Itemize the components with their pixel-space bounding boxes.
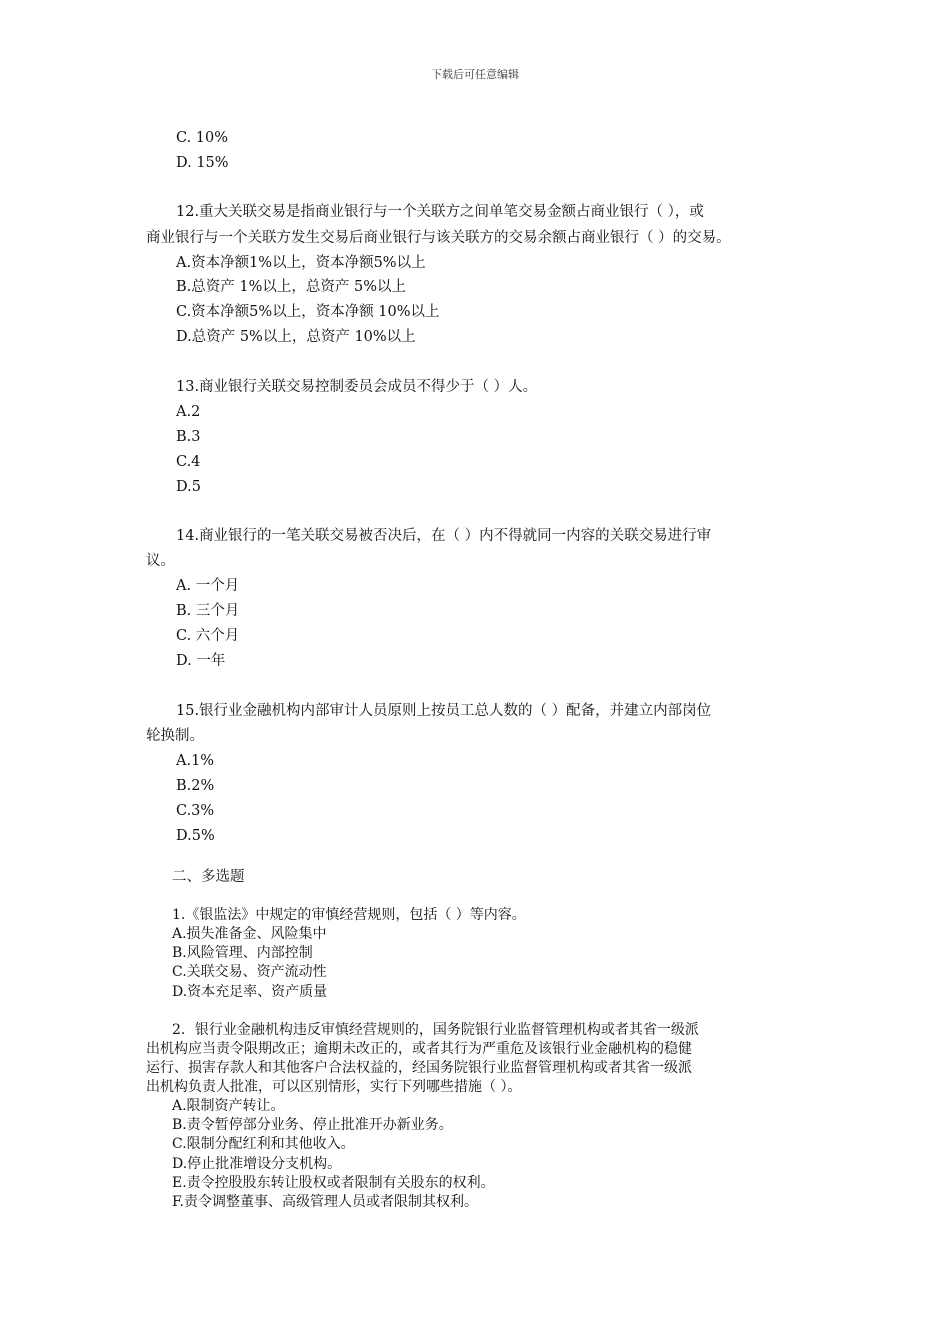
multi-question-2-line-3: 运行、损害存款人和其他客户合法权益的，经国务院银行业监督管理机构或者其省一级派 (146, 1060, 692, 1076)
question-15-option-b: B.2% (176, 778, 215, 794)
question-15-line-1: 15.银行业金融机构内部审计人员原则上按员工总人数的（ ）配备，并建立内部岗位 (176, 703, 712, 719)
option-d: D. 15% (176, 155, 229, 171)
option-c: C. 10% (176, 130, 229, 146)
question-12-line-2: 商业银行与一个关联方发生交易后商业银行与该关联方的交易余额占商业银行（ ）的交易。 (146, 230, 731, 246)
question-14-option-d: D. 一年 (176, 653, 226, 669)
question-13-line-1: 13.商业银行关联交易控制委员会成员不得少于（ ）人。 (176, 379, 538, 395)
question-15-line-2: 轮换制。 (146, 728, 204, 744)
question-13-option-a: A.2 (176, 404, 201, 420)
question-15-option-a: A.1% (176, 753, 215, 769)
question-12-option-d: D.总资产 5%以上，总资产 10%以上 (176, 329, 416, 345)
question-14-option-c: C. 六个月 (176, 628, 240, 644)
multi-question-2-line-2: 出机构应当责令限期改正；逾期未改正的，或者其行为严重危及该银行业金融机构的稳健 (146, 1041, 692, 1057)
multi-question-1-option-a: A.损失准备金、风险集中 (172, 926, 327, 942)
multi-question-1-option-d: D.资本充足率、资产质量 (172, 984, 328, 1000)
question-15-option-d: D.5% (176, 828, 215, 844)
question-12-option-b: B.总资产 1%以上，总资产 5%以上 (176, 279, 406, 295)
question-12-option-c: C.资本净额5%以上，资本净额 10%以上 (176, 304, 440, 320)
question-15-option-c: C.3% (176, 803, 215, 819)
section-heading-multiple-choice: 二、多选题 (172, 869, 245, 885)
question-13-option-d: D.5 (176, 479, 201, 495)
multi-question-2-line-1: 2．银行业金融机构违反审慎经营规则的，国务院银行业监督管理机构或者其省一级派 (172, 1022, 699, 1038)
multi-question-2-option-f: F.责令调整董事、高级管理人员或者限制其权利。 (172, 1194, 478, 1210)
question-14-option-a: A. 一个月 (176, 578, 240, 594)
question-14-option-b: B. 三个月 (176, 603, 240, 619)
multi-question-2-option-a: A.限制资产转让。 (172, 1098, 285, 1114)
question-12-option-a: A.资本净额1%以上，资本净额5%以上 (176, 255, 426, 271)
multi-question-2-option-e: E.责令控股股东转让股权或者限制有关股东的权利。 (172, 1175, 495, 1191)
multi-question-1-line-1: 1.《银监法》中规定的审慎经营规则，包括（ ）等内容。 (172, 907, 526, 923)
multi-question-2-option-d: D.停止批准增设分支机构。 (172, 1156, 342, 1172)
multi-question-2-option-c: C.限制分配红利和其他收入。 (172, 1136, 355, 1152)
multi-question-2-line-4: 出机构负责人批准，可以区别情形，实行下列哪些措施（ ）。 (146, 1079, 522, 1095)
question-14-line-2: 议。 (146, 553, 175, 569)
multi-question-1-option-c: C.关联交易、资产流动性 (172, 964, 327, 980)
question-14-line-1: 14.商业银行的一笔关联交易被否决后，在（ ）内不得就同一内容的关联交易进行审 (176, 528, 712, 544)
question-12-line-1: 12.重大关联交易是指商业银行与一个关联方之间单笔交易金额占商业银行（ ），或 (176, 204, 704, 220)
question-13-option-b: B.3 (176, 429, 201, 445)
page-header: 下载后可任意编辑 (431, 68, 519, 81)
multi-question-1-option-b: B.风险管理、内部控制 (172, 945, 313, 961)
question-13-option-c: C.4 (176, 454, 201, 470)
multi-question-2-option-b: B.责令暂停部分业务、停止批准开办新业务。 (172, 1117, 453, 1133)
